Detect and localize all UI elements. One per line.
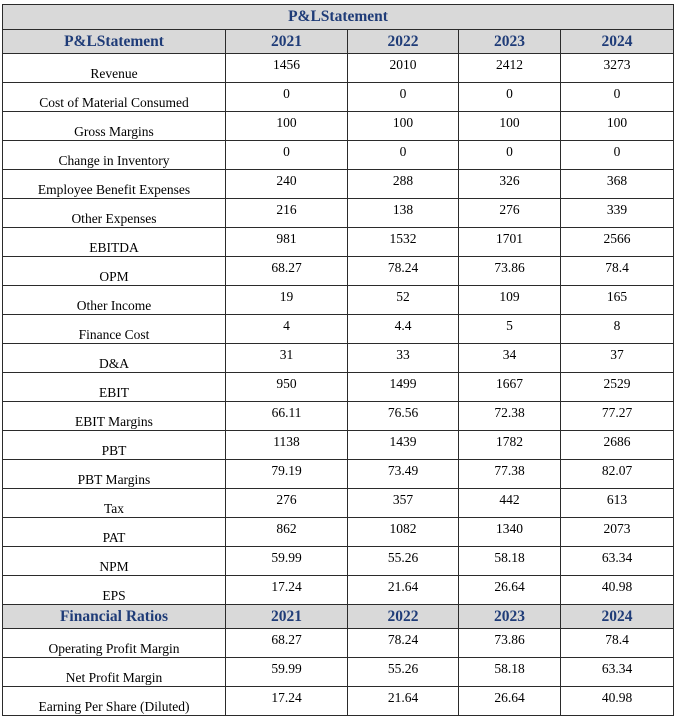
row-label: OPM <box>3 257 226 286</box>
cell-value: 1340 <box>459 518 561 547</box>
row-label: D&A <box>3 344 226 373</box>
financial-ratios-header-label: Financial Ratios <box>3 605 226 629</box>
year-header: 2022 <box>348 605 459 629</box>
row-label: Revenue <box>3 54 226 83</box>
table-row <box>3 170 674 199</box>
cell-value: 73.86 <box>459 257 561 286</box>
cell-value: 1439 <box>348 431 459 460</box>
cell-value: 613 <box>561 489 674 518</box>
cell-value: 78.24 <box>348 629 459 658</box>
table-row <box>3 576 674 605</box>
cell-value: 1782 <box>459 431 561 460</box>
pl-statement-header-label: P&LStatement <box>3 30 226 54</box>
cell-value: 326 <box>459 170 561 199</box>
cell-value: 63.34 <box>561 658 674 687</box>
cell-value: 52 <box>348 286 459 315</box>
cell-value: 0 <box>348 83 459 112</box>
cell-value: 58.18 <box>459 658 561 687</box>
cell-value: 58.18 <box>459 547 561 576</box>
row-label: Other Expenses <box>3 199 226 228</box>
cell-value: 73.86 <box>459 629 561 658</box>
cell-value: 19 <box>226 286 348 315</box>
row-label: Net Profit Margin <box>3 658 226 687</box>
cell-value: 862 <box>226 518 348 547</box>
cell-value: 33 <box>348 344 459 373</box>
cell-value: 357 <box>348 489 459 518</box>
cell-value: 950 <box>226 373 348 402</box>
row-label: EBIT Margins <box>3 402 226 431</box>
cell-value: 40.98 <box>561 687 674 716</box>
table-body <box>3 5 674 716</box>
cell-value: 1499 <box>348 373 459 402</box>
row-label: Operating Profit Margin <box>3 629 226 658</box>
cell-value: 0 <box>561 83 674 112</box>
cell-value: 288 <box>348 170 459 199</box>
cell-value: 77.27 <box>561 402 674 431</box>
cell-value: 2686 <box>561 431 674 460</box>
cell-value: 2073 <box>561 518 674 547</box>
cell-value: 276 <box>459 199 561 228</box>
table-row <box>3 373 674 402</box>
table-row <box>3 658 674 687</box>
row-label: EBITDA <box>3 228 226 257</box>
cell-value: 216 <box>226 199 348 228</box>
cell-value: 165 <box>561 286 674 315</box>
cell-value: 78.4 <box>561 257 674 286</box>
cell-value: 0 <box>226 83 348 112</box>
cell-value: 0 <box>459 141 561 170</box>
row-label: EPS <box>3 576 226 605</box>
cell-value: 1082 <box>348 518 459 547</box>
year-header: 2021 <box>226 605 348 629</box>
cell-value: 276 <box>226 489 348 518</box>
table-row <box>3 431 674 460</box>
cell-value: 1138 <box>226 431 348 460</box>
cell-value: 73.49 <box>348 460 459 489</box>
cell-value: 66.11 <box>226 402 348 431</box>
row-label: Finance Cost <box>3 315 226 344</box>
cell-value: 0 <box>459 83 561 112</box>
cell-value: 21.64 <box>348 687 459 716</box>
cell-value: 68.27 <box>226 257 348 286</box>
year-header: 2024 <box>561 605 674 629</box>
cell-value: 4 <box>226 315 348 344</box>
financial-table-container <box>2 4 674 716</box>
row-label: NPM <box>3 547 226 576</box>
row-label: Cost of Material Consumed <box>3 83 226 112</box>
cell-value: 2529 <box>561 373 674 402</box>
row-label: Earning Per Share (Diluted) <box>3 687 226 716</box>
row-label: Other Income <box>3 286 226 315</box>
cell-value: 59.99 <box>226 658 348 687</box>
cell-value: 1667 <box>459 373 561 402</box>
pl-statement-table <box>2 4 674 716</box>
cell-value: 34 <box>459 344 561 373</box>
cell-value: 82.07 <box>561 460 674 489</box>
table-row <box>3 518 674 547</box>
cell-value: 1456 <box>226 54 348 83</box>
table-row <box>3 687 674 716</box>
row-label: PAT <box>3 518 226 547</box>
cell-value: 109 <box>459 286 561 315</box>
cell-value: 40.98 <box>561 576 674 605</box>
table-row <box>3 402 674 431</box>
cell-value: 240 <box>226 170 348 199</box>
cell-value: 0 <box>226 141 348 170</box>
cell-value: 78.24 <box>348 257 459 286</box>
cell-value: 63.34 <box>561 547 674 576</box>
table-row <box>3 344 674 373</box>
cell-value: 37 <box>561 344 674 373</box>
cell-value: 0 <box>348 141 459 170</box>
row-label: EBIT <box>3 373 226 402</box>
table-row <box>3 112 674 141</box>
year-header: 2023 <box>459 30 561 54</box>
cell-value: 0 <box>561 141 674 170</box>
year-header: 2023 <box>459 605 561 629</box>
cell-value: 1532 <box>348 228 459 257</box>
cell-value: 79.19 <box>226 460 348 489</box>
table-row <box>3 629 674 658</box>
cell-value: 21.64 <box>348 576 459 605</box>
cell-value: 100 <box>348 112 459 141</box>
table-row <box>3 257 674 286</box>
cell-value: 72.38 <box>459 402 561 431</box>
table-row <box>3 54 674 83</box>
cell-value: 5 <box>459 315 561 344</box>
cell-value: 138 <box>348 199 459 228</box>
year-header: 2022 <box>348 30 459 54</box>
cell-value: 2010 <box>348 54 459 83</box>
cell-value: 77.38 <box>459 460 561 489</box>
table-row <box>3 489 674 518</box>
table-row <box>3 286 674 315</box>
cell-value: 2412 <box>459 54 561 83</box>
financial-ratios-header-row <box>3 605 674 629</box>
row-label: Tax <box>3 489 226 518</box>
row-label: Gross Margins <box>3 112 226 141</box>
pl-statement-header-row <box>3 30 674 54</box>
cell-value: 339 <box>561 199 674 228</box>
cell-value: 68.27 <box>226 629 348 658</box>
table-title: P&LStatement <box>3 5 674 30</box>
cell-value: 17.24 <box>226 687 348 716</box>
year-header: 2024 <box>561 30 674 54</box>
table-row <box>3 315 674 344</box>
cell-value: 1701 <box>459 228 561 257</box>
table-row <box>3 228 674 257</box>
cell-value: 8 <box>561 315 674 344</box>
year-header: 2021 <box>226 30 348 54</box>
cell-value: 100 <box>561 112 674 141</box>
cell-value: 26.64 <box>459 687 561 716</box>
table-row <box>3 83 674 112</box>
cell-value: 17.24 <box>226 576 348 605</box>
cell-value: 26.64 <box>459 576 561 605</box>
row-label: Change in Inventory <box>3 141 226 170</box>
row-label: Employee Benefit Expenses <box>3 170 226 199</box>
table-row <box>3 199 674 228</box>
cell-value: 55.26 <box>348 547 459 576</box>
table-row <box>3 547 674 576</box>
cell-value: 368 <box>561 170 674 199</box>
cell-value: 2566 <box>561 228 674 257</box>
cell-value: 78.4 <box>561 629 674 658</box>
cell-value: 100 <box>459 112 561 141</box>
table-row <box>3 141 674 170</box>
cell-value: 4.4 <box>348 315 459 344</box>
cell-value: 31 <box>226 344 348 373</box>
row-label: PBT Margins <box>3 460 226 489</box>
row-label: PBT <box>3 431 226 460</box>
cell-value: 55.26 <box>348 658 459 687</box>
cell-value: 59.99 <box>226 547 348 576</box>
cell-value: 981 <box>226 228 348 257</box>
cell-value: 100 <box>226 112 348 141</box>
table-row <box>3 460 674 489</box>
cell-value: 442 <box>459 489 561 518</box>
cell-value: 3273 <box>561 54 674 83</box>
cell-value: 76.56 <box>348 402 459 431</box>
